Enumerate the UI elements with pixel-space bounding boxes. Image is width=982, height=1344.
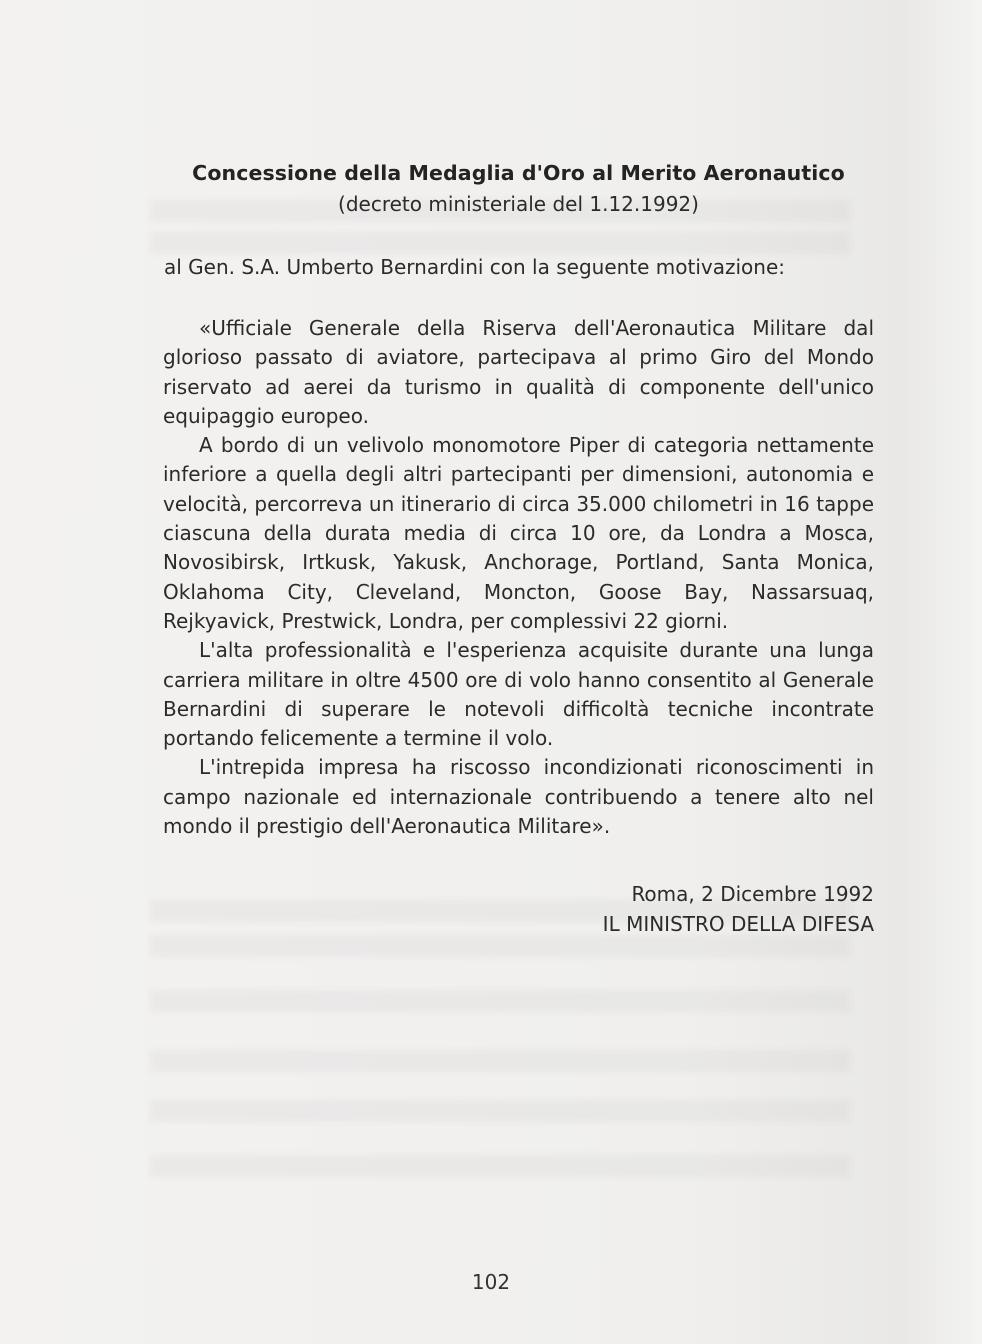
show-through-line <box>150 1100 850 1122</box>
place-date: Roma, 2 Dicembre 1992 <box>631 882 874 907</box>
recipient-line: al Gen. S.A. Umberto Bernardini con la seguente motivazione: <box>164 255 786 279</box>
document-title: Concessione della Medaglia d'Oro al Merito Aeronautico <box>192 161 845 185</box>
page-number: 102 <box>471 1270 511 1294</box>
motivation-text <box>163 314 874 841</box>
show-through-line <box>150 1155 850 1177</box>
paragraph: «Ufficiale Generale della Riserva dell'Aeronautica Militare dal glorioso passato di aviatore, partecipava al primo Giro del Mondo riservato ad aerei da turismo in qualità di componente dell'unico equipaggio europeo. <box>163 316 874 428</box>
show-through-line <box>150 1050 850 1072</box>
paragraph: L'alta professionalità e l'esperienza acquisite durante una lunga carriera militare in oltre 4500 ore di volo hanno consentito al Generale Bernardini di superare le notevoli difficoltà tecniche incontrate portando felicemente a termine il volo. <box>163 638 874 751</box>
decree-reference: (decreto ministeriale del 1.12.1992) <box>338 192 699 216</box>
paragraph: A bordo di un velivolo monomotore Piper di categoria nettamente inferiore a quella degli altri partecipanti per dimensioni, autonomia e velocità, percorreva un itinerario di circa 35.000 chilometri in 16 tappe ciascuna della durata media di circa 10 ore, da Londra a Mosca, Novosibirsk, Irtkusk, Yakusk, Anchorage, Portland, Santa Monica, Oklahoma City, Cleveland, Moncton, Goose Bay, Nassarsuaq, Rejkyavick, Prestwick, Londra, per complessivi 22 giorni. <box>163 433 874 633</box>
signatory: IL MINISTRO DELLA DIFESA <box>602 912 874 937</box>
paragraph: L'intrepida impresa ha riscosso incondizionati riconoscimenti in campo nazionale ed internazionale contribuendo a tenere alto nel mondo il prestigio dell'Aeronautica Militare». <box>163 755 874 839</box>
show-through-line <box>150 990 850 1012</box>
signature-block <box>163 879 874 939</box>
document-content <box>163 158 874 939</box>
